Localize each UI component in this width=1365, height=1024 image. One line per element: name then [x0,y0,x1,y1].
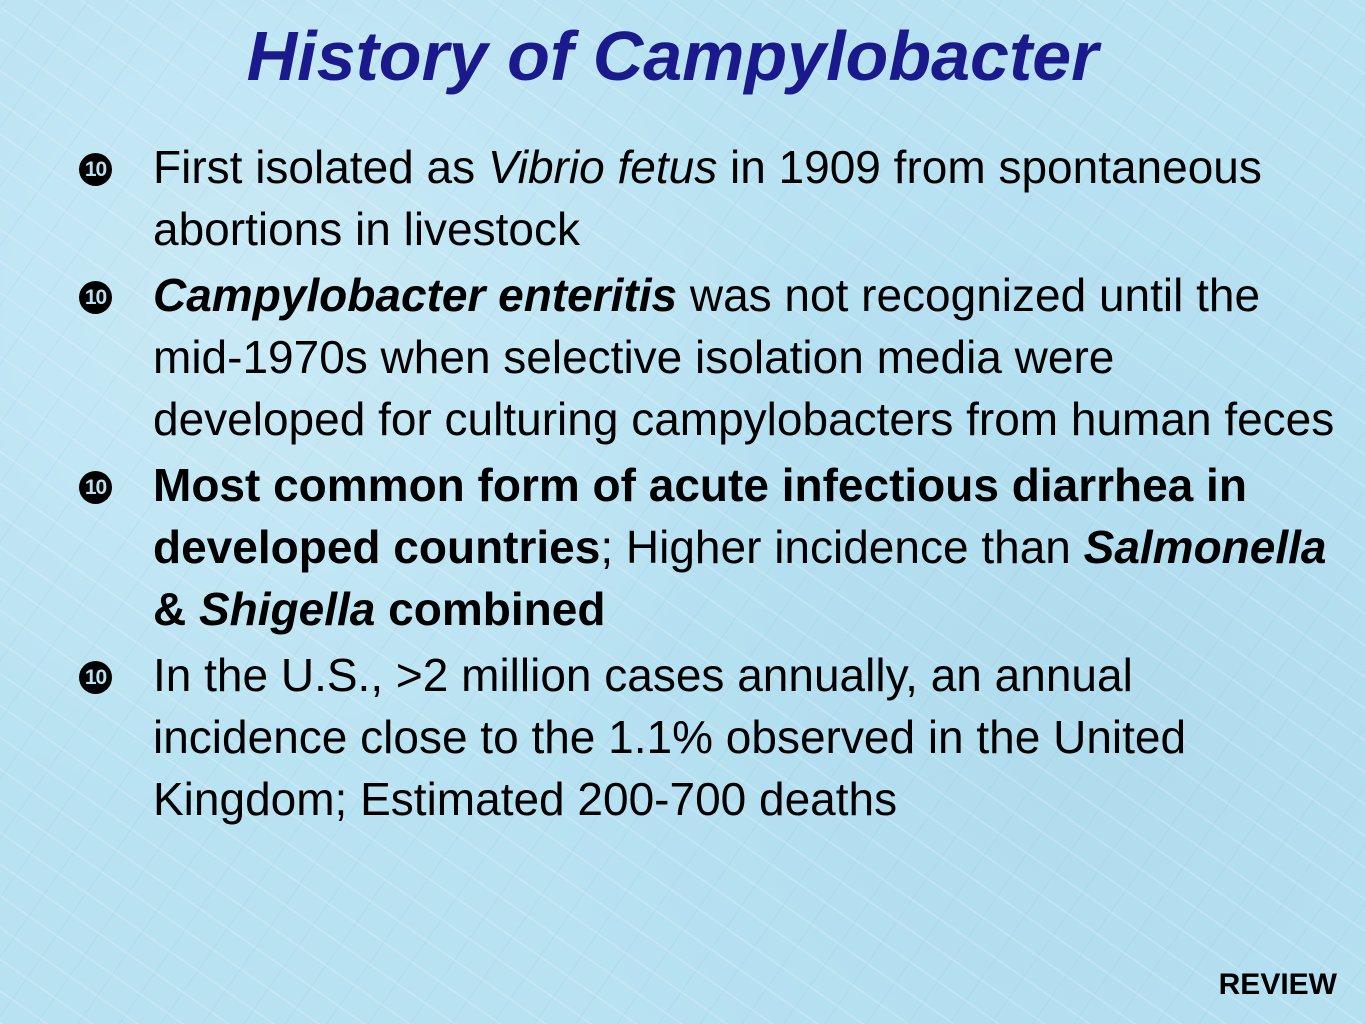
review-label: REVIEW [1218,968,1337,1001]
numbered-circle-bullet-icon: 10 [79,661,112,694]
bullet-3-part-4: & [153,583,199,635]
bullet-3-part-2: ; Higher incidence than [600,521,1084,573]
bullet-2-text [153,269,1334,445]
bullet-item-3 [0,454,1365,640]
bullet-item-4 [0,644,1365,830]
bullet-1-part-2: Vibrio fetus [487,141,718,193]
bullet-2-part-1: Campylobacter enteritis [153,269,678,321]
bullet-1-text [153,141,1262,255]
numbered-circle-bullet-icon: 10 [79,471,112,504]
bullet-1-part-1: First isolated as [153,141,488,193]
numbered-circle-bullet-icon: 10 [79,153,112,186]
bullet-3-part-3: Salmonella [1083,521,1327,573]
bullet-item-1 [0,136,1365,260]
bullet-list [0,136,1365,834]
bullet-3-part-5: Shigella [199,583,376,635]
bullet-3-part-1: Most common form of acute infectious diarrhea in developed countries [153,459,1247,573]
bullet-2-part-2: was not recognized until the mid-1970s when selective isolation media were developed for culturing campylobacters from human feces [153,269,1335,445]
numbered-circle-bullet-icon: 10 [79,281,112,314]
bullet-4-text: In the U.S., >2 million cases annually, an annual incidence close to the 1.1% observed in the United Kingdom; Estimated 200-700 deaths [153,649,1187,825]
bullet-3-part-6: combined [375,583,606,635]
bullet-1-part-3: in 1909 from spontaneous abortions in livestock [153,141,1262,255]
bullet-3-text [153,459,1327,635]
slide-title: History of Campylobacter [246,17,1099,95]
bullet-item-2 [0,264,1365,450]
